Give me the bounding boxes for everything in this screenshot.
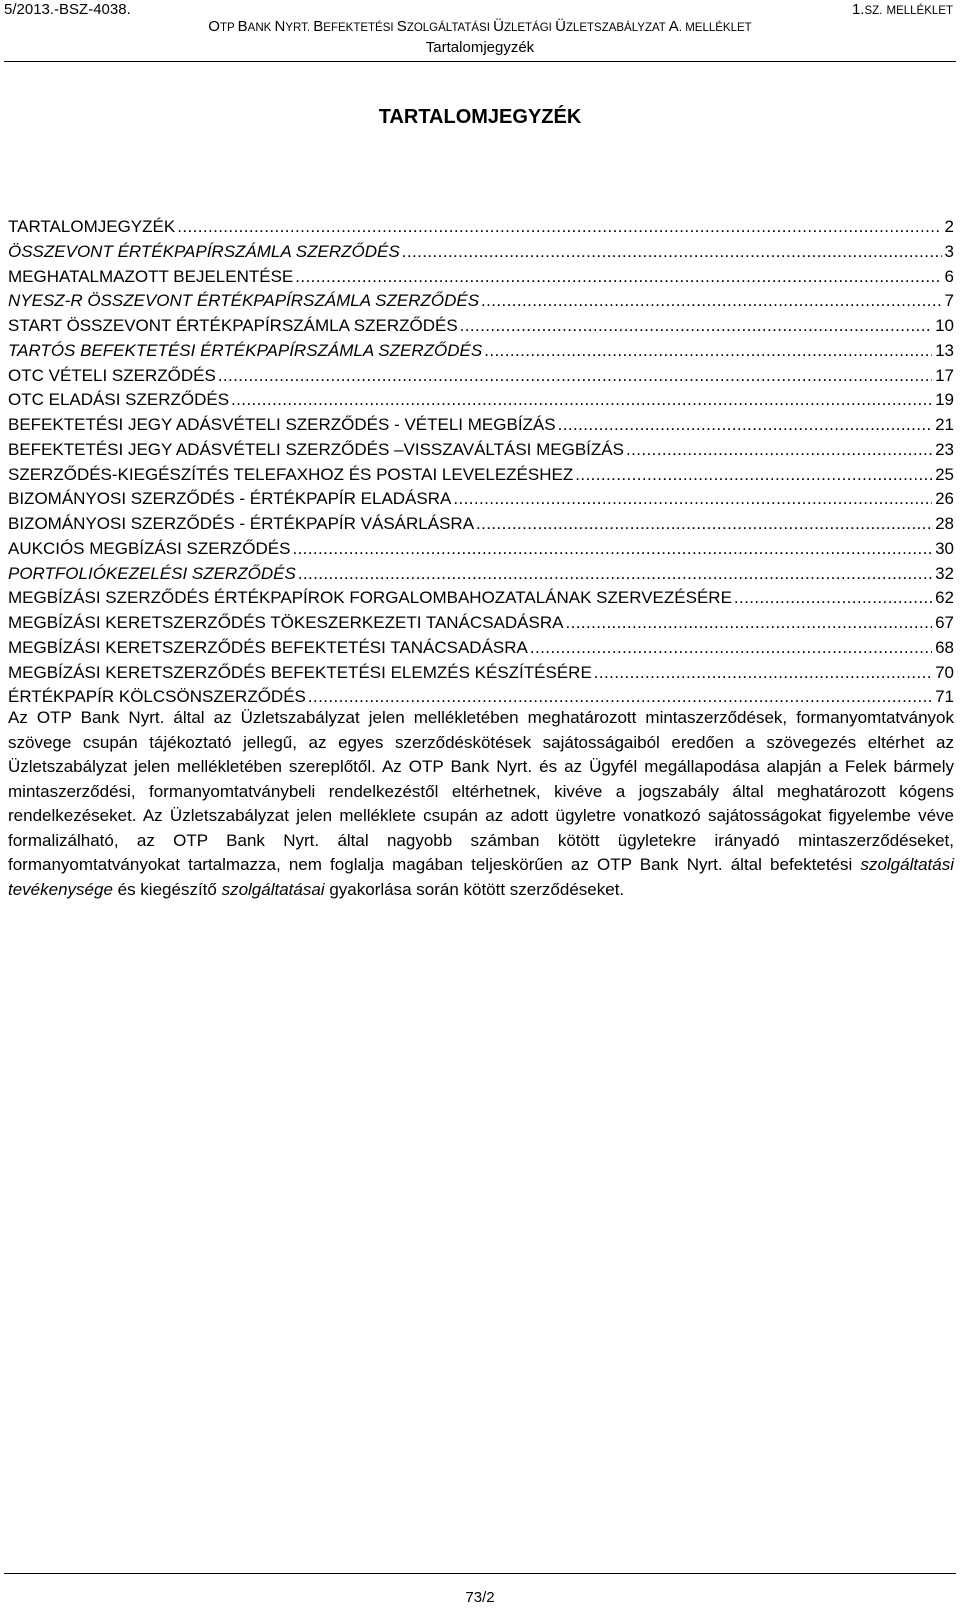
toc-entry-title: MEGBÍZÁSI SZERZŐDÉS ÉRTÉKPAPÍROK FORGALOMBAHOZATALÁNAK SZERVEZÉSÉRE [8, 588, 732, 608]
toc-entry[interactable] [8, 438, 954, 463]
header-word-rest: ZOLGÁLTATÁSI [406, 22, 494, 34]
toc-entry-title: BEFEKTETÉSI JEGY ADÁSVÉTELI SZERZŐDÉS –VISSZAVÁLTÁSI MEGBÍZÁS [8, 439, 624, 459]
toc-dot-leader [594, 661, 932, 686]
toc-entry-title: TARTALOMJEGYZÉK [8, 217, 176, 236]
toc-dot-leader [298, 562, 932, 587]
toc-entry[interactable] [8, 661, 954, 686]
header-bank-title [0, 17, 960, 38]
toc-entry[interactable] [8, 215, 954, 240]
toc-entry[interactable] [8, 562, 954, 587]
toc-entry-title: BIZOMÁNYOSI SZERZŐDÉS - ÉRTÉKPAPÍR VÁSÁRLÁSRA [8, 514, 475, 533]
toc-entry[interactable] [8, 636, 954, 661]
paragraph-text-1: Az OTP Bank Nyrt. által az Üzletszabályzat jelen mellékletében meghatározott mintaszerződések, formanyomtatványok szövege csupán tájékoztató jellegű, az egyes szerződéskötések sajátosságaiból eredően a szövegezés eltérhet az Üzletszabályzat jelen mellékletében szereplőtől. Az OTP Bank Nyrt. és az Ügyfél megállapodása alapján a Felek bármely mintaszerződési, formanyomtatványbeli rendelkezéstől eltérhetnek, kivéve a jogszabály által meghatározott kógens rendelkezéseket. Az Üzletszabályzat jelen melléklete csupán az adott ügyletre vonatkozó sajátosságokat figyelembe véve formalizálható, az OTP Bank Nyrt. által nagyobb számban kötött ügyletekre irányadó mintaszerződéseket, formanyomtatványokat tartalmazza, nem foglalja magában teljeskörűen az OTP Bank Nyrt. által befektetési [8, 708, 954, 874]
toc-dot-leader [476, 512, 932, 537]
toc-entry-page: 26 [935, 489, 954, 509]
toc-entry-page: 68 [935, 637, 954, 657]
toc-entry[interactable] [8, 339, 954, 364]
toc-entry[interactable] [8, 388, 954, 413]
paragraph-italic-1: szolgáltatási tevékenysége [8, 855, 954, 899]
header-section: Tartalomjegyzék [425, 39, 535, 56]
toc-entry-title: ÉRTÉKPAPÍR KÖLCSÖNSZERZŐDÉS [8, 687, 306, 707]
toc-entry-title: BIZOMÁNYOSI SZERZŐDÉS - ÉRTÉKPAPÍR ELADÁSRA [8, 489, 452, 509]
toc-entry-page: 2 [944, 217, 954, 236]
toc-entry-title: MEGHATALMAZOTT BEJELENTÉSE [8, 266, 294, 286]
toc-entry[interactable] [8, 240, 954, 265]
toc-entry-title: PORTFOLIÓKEZELÉSI SZERZŐDÉS [8, 563, 296, 583]
toc-entry[interactable] [8, 265, 954, 290]
toc-entry-page: 6 [944, 266, 954, 286]
toc-dot-leader [530, 636, 932, 661]
toc-dot-leader [575, 463, 932, 488]
toc-dot-leader [558, 413, 932, 438]
toc-dot-leader [565, 611, 932, 636]
toc-entry[interactable] [8, 413, 954, 438]
table-of-contents [8, 215, 954, 710]
toc-entry-title: MEGBÍZÁSI KERETSZERZŐDÉS BEFEKTETÉSI TANÁCSADÁSRA [8, 637, 528, 657]
header-word-cap: B [313, 18, 324, 35]
toc-entry-page: 71 [935, 687, 954, 707]
toc-entry-page: 23 [935, 439, 954, 459]
header-word-rest: EFEKTETÉSI [323, 22, 397, 34]
toc-entry[interactable] [8, 364, 954, 389]
toc-entry-page: 25 [935, 464, 954, 484]
toc-entry-title: TARTÓS BEFEKTETÉSI ÉRTÉKPAPÍRSZÁMLA SZERZŐDÉS [8, 340, 483, 360]
toc-entry-title: OTC VÉTELI SZERZŐDÉS [8, 365, 216, 385]
toc-dot-leader [231, 388, 932, 413]
toc-entry[interactable] [8, 512, 954, 537]
annex-sz: SZ. [864, 5, 883, 17]
toc-entry-page: 10 [935, 316, 954, 335]
paragraph-text-3: gyakorlása során kötött szerződéseket. [324, 879, 625, 899]
toc-entry-title: SZERZŐDÉS-KIEGÉSZÍTÉS TELEFAXHOZ ÉS POSTAI LEVELEZÉSHEZ [8, 464, 574, 484]
paragraph-italic-2: szolgáltatásai [221, 879, 325, 899]
toc-entry-page: 17 [935, 365, 954, 385]
header-word-cap: S [396, 18, 407, 35]
toc-dot-leader [460, 314, 932, 339]
toc-dot-leader [484, 339, 932, 364]
toc-entry[interactable] [8, 586, 954, 611]
footer-divider [4, 1573, 956, 1574]
toc-entry-page: 30 [935, 538, 954, 558]
header-word-cap: B [237, 18, 248, 35]
toc-entry-page: 13 [935, 340, 954, 360]
toc-entry[interactable] [8, 487, 954, 512]
toc-entry-page: 21 [935, 415, 954, 434]
toc-entry[interactable] [8, 289, 954, 314]
header-word-rest: TP [219, 22, 238, 34]
toc-entry[interactable] [8, 463, 954, 488]
toc-entry-page: 32 [935, 563, 954, 583]
page-title: TARTALOMJEGYZÉK [378, 106, 582, 128]
paragraph-text-2: és kiegészítő [112, 879, 222, 899]
toc-entry[interactable] [8, 314, 954, 339]
toc-dot-leader [734, 586, 932, 611]
toc-entry-title: NYESZ-R ÖSSZEVONT ÉRTÉKPAPÍRSZÁMLA SZERZŐDÉS [8, 291, 480, 311]
header-word-rest: ZLETSZABÁLYZAT [565, 22, 669, 34]
page-number: 73/2 [465, 1589, 495, 1606]
header-word-cap: N [274, 18, 286, 35]
header-word-rest: . MELLÉKLET [678, 22, 752, 34]
toc-entry-page: 7 [944, 291, 954, 311]
toc-entry-title: MEGBÍZÁSI KERETSZERZŐDÉS BEFEKTETÉSI ELEMZÉS KÉSZÍTÉSÉRE [8, 662, 592, 682]
toc-entry-title: MEGBÍZÁSI KERETSZERZŐDÉS TÖKESZERKEZETI TANÁCSADÁSRA [8, 613, 564, 632]
toc-entry-page: 19 [935, 390, 954, 410]
doc-id: 5/2013.-BSZ-4038. [4, 1, 131, 18]
toc-entry-page: 70 [935, 662, 954, 682]
toc-dot-leader [453, 487, 932, 512]
toc-entry-title: ÖSSZEVONT ÉRTÉKPAPÍRSZÁMLA SZERZŐDÉS [8, 241, 400, 261]
toc-entry-page: 28 [935, 514, 954, 533]
toc-entry[interactable] [8, 537, 954, 562]
toc-dot-leader [292, 537, 932, 562]
disclaimer-paragraph [8, 706, 954, 902]
toc-dot-leader [481, 289, 941, 314]
toc-dot-leader [295, 265, 941, 290]
toc-entry-title: AUKCIÓS MEGBÍZÁSI SZERZŐDÉS [8, 538, 291, 558]
header-word-rest: ZLETÁGI [503, 22, 556, 34]
toc-entry-title: START ÖSSZEVONT ÉRTÉKPAPÍRSZÁMLA SZERZŐDÉS [8, 316, 458, 335]
annex-melleklet: MELLÉKLET [886, 5, 953, 17]
toc-dot-leader [402, 240, 942, 265]
header-word-cap: Ü [555, 18, 566, 35]
toc-dot-leader [218, 364, 932, 389]
toc-entry[interactable] [8, 611, 954, 636]
toc-entry-title: BEFEKTETÉSI JEGY ADÁSVÉTELI SZERZŐDÉS - VÉTELI MEGBÍZÁS [8, 415, 556, 434]
annex-number: 1. [851, 1, 865, 18]
toc-dot-leader [177, 215, 941, 240]
header-word-cap: Ü [493, 18, 504, 35]
header-word-rest: YRT. [285, 22, 314, 34]
toc-entry-page: 62 [935, 588, 954, 608]
header-divider [4, 61, 956, 62]
header-word-cap: O [208, 18, 220, 35]
header-word-cap: A [668, 18, 679, 35]
toc-entry-page: 67 [935, 613, 954, 632]
header-word-rest: ANK [247, 22, 275, 34]
toc-entry-title: OTC ELADÁSI SZERZŐDÉS [8, 390, 230, 410]
toc-dot-leader [626, 438, 932, 463]
toc-entry-page: 3 [944, 241, 954, 261]
